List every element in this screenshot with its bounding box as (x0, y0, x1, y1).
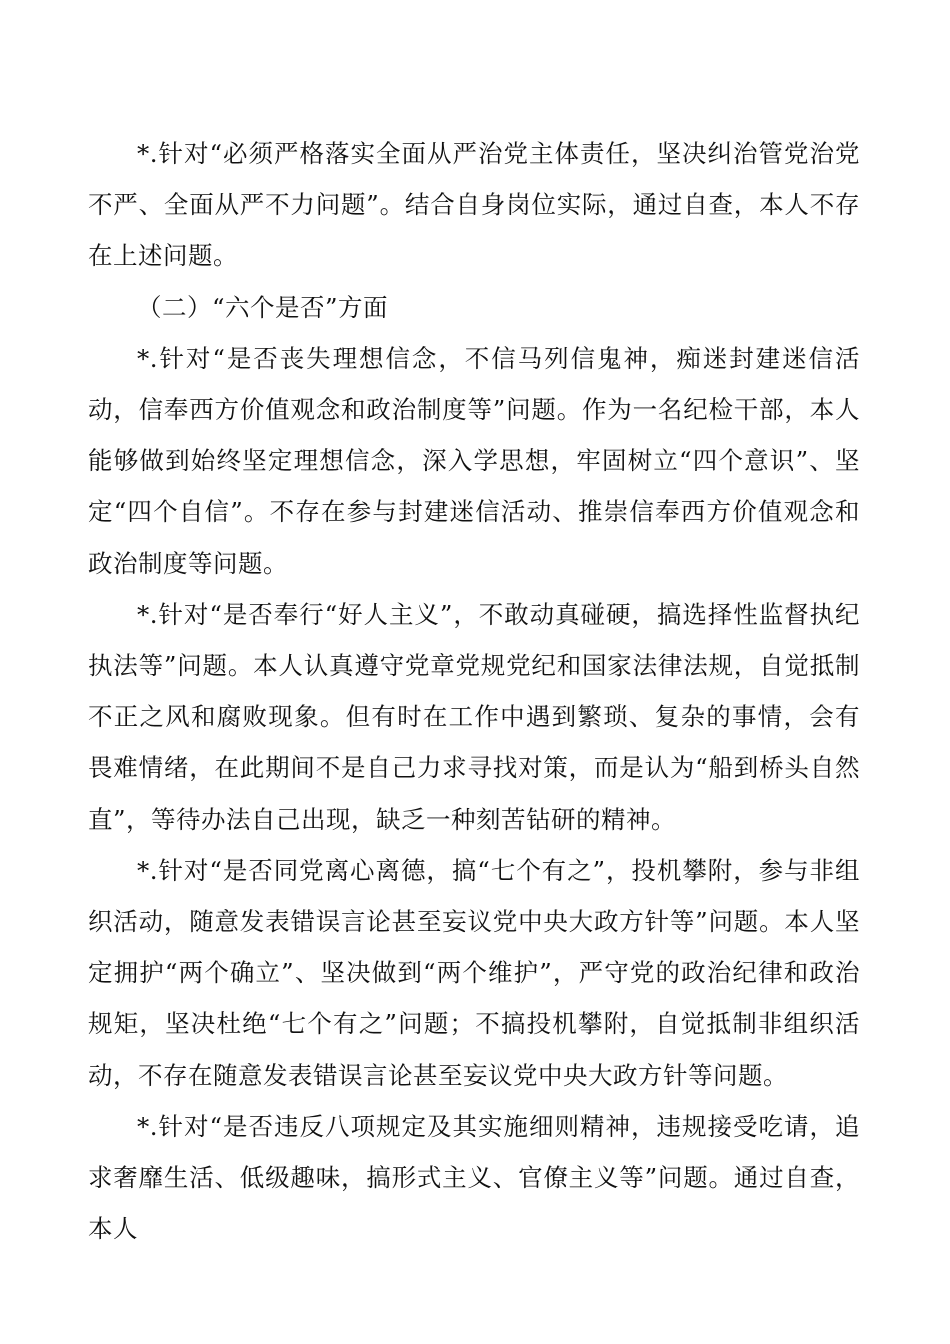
paragraph-ideals-beliefs: *.针对“是否丧失理想信念，不信马列信鬼神，痴迷封建迷信活动，信奉西方价值观念和政治制度等”问题。作为一名纪检干部，本人能够做到始终坚定理想信念，深入学思想，牢固树立“四个意识”、坚定“四个自信”。不存在参与封建迷信活动、推崇信奉西方价值观念和政治制度等问题。 (88, 343, 860, 578)
section-heading-six-whether: （二）“六个是否”方面 (137, 292, 389, 322)
document-body (88, 128, 860, 1254)
paragraph-strict-party-governance: *.针对“必须严格落实全面从严治党主体责任，坚决纠治管党治党不严、全面从严不力问题”。结合自身岗位实际，通过自查，本人不存在上述问题。 (88, 139, 860, 271)
paragraph-good-person-doctrine: *.针对“是否奉行“好人主义”，不敢动真碰硬，搞选择性监督执纪执法等”问题。本人认真遵守党章党规党纪和国家法律法规，自觉抵制不正之风和腐败现象。但有时在工作中遇到繁琐、复杂的事情，会有畏难情绪，在此期间不是自己力求寻找对策，而是认为“船到桥头自然直”，等待办法自己出现，缺乏一种刻苦钻研的精神。 (88, 599, 860, 834)
paragraph-eight-regulations: *.针对“是否违反八项规定及其实施细则精神，违规接受吃请，追求奢靡生活、低级趣味，搞形式主义、官僚主义等”问题。通过自查，本人 (88, 1111, 860, 1244)
paragraph-party-loyalty: *.针对“是否同党离心离德，搞“七个有之”，投机攀附，参与非组织活动，随意发表错误言论甚至妄议党中央大政方针等”问题。本人坚定拥护“两个确立”、坚决做到“两个维护”，严守党的政治纪律和政治规矩，坚决杜绝“七个有之”问题；不搞投机攀附，自觉抵制非组织活动，不存在随意发表错误言论甚至妄议党中央大政方针等问题。 (88, 855, 860, 1090)
